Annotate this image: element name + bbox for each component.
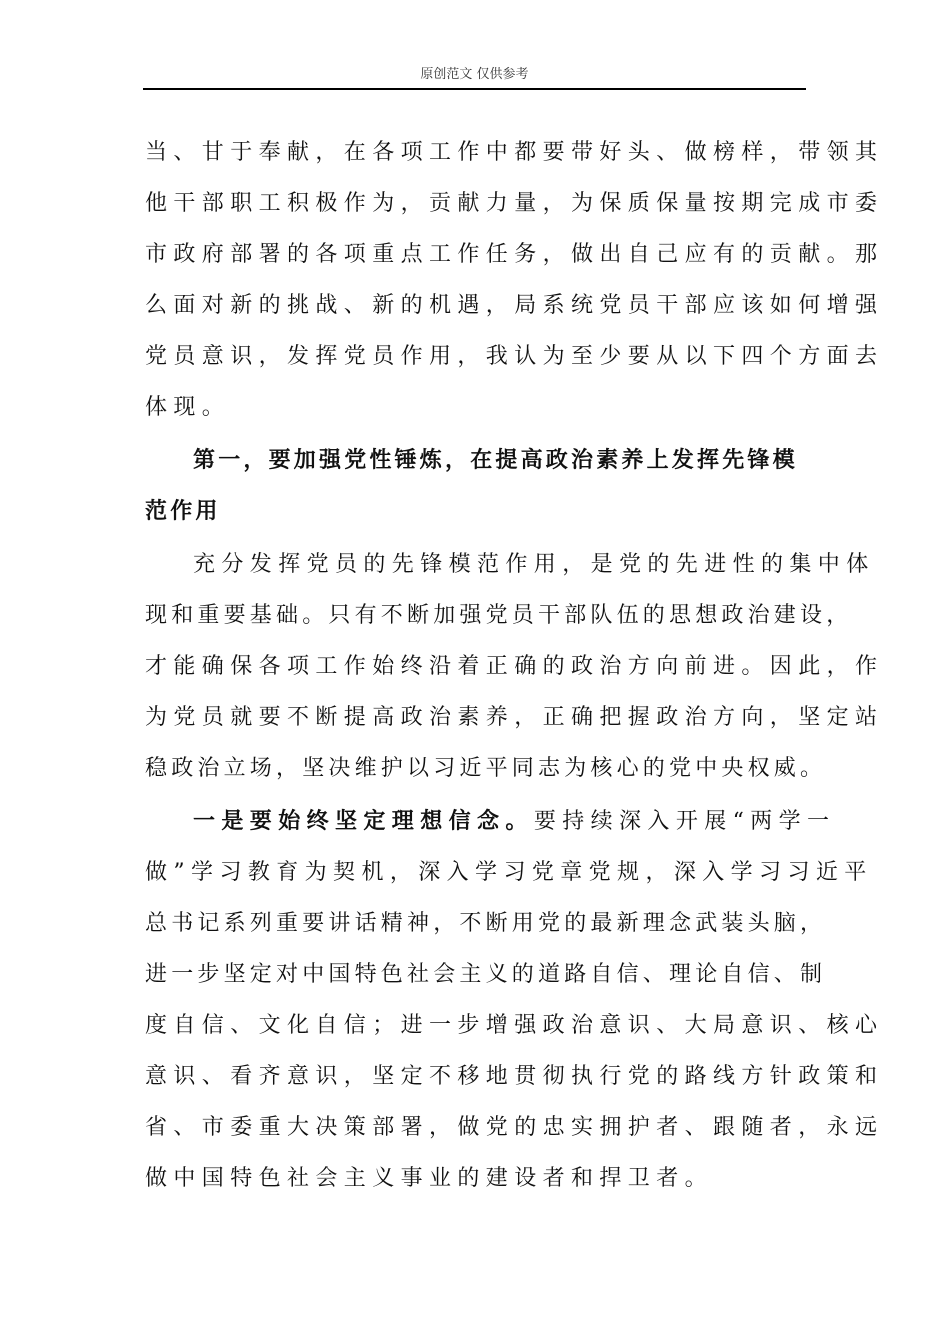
section-heading — [145, 435, 807, 537]
text-line: 党员意识，发挥党员作用，我认为至少要从以下四个方面去 — [145, 344, 884, 369]
body-paragraph — [145, 539, 884, 794]
header-text: 原创范文 仅供参考 — [420, 67, 529, 82]
text-line: 么面对新的挑战、新的机遇，局系统党员干部应该如何增强 — [145, 293, 884, 318]
text-line: 才能确保各项工作始终沿着正确的政治方向前进。因此，作 — [145, 654, 884, 679]
text-line: 做中国特色社会主义事业的建设者和捍卫者。 — [145, 1166, 714, 1191]
text-line: 充分发挥党员的先锋模范作用，是党的先进性的集中体 — [193, 552, 875, 577]
point-lead-rest: 要持续深入开展“两学一 — [533, 809, 836, 834]
text-line: 稳政治立场，坚决维护以习近平同志为核心的党中央权威。 — [145, 756, 827, 781]
point-lead: 一是要始终坚定理想信念。 — [193, 808, 534, 834]
text-line: 为党员就要不断提高政治素养，正确把握政治方向，坚定站 — [145, 705, 884, 730]
text-line: 省、市委重大决策部署，做党的忠实拥护者、跟随者，永远 — [145, 1115, 884, 1140]
text-line — [145, 796, 836, 847]
intro-paragraph — [145, 127, 884, 433]
text-line: 当、甘于奉献，在各项工作中都要带好头、做榜样，带领其 — [145, 140, 884, 165]
document-body — [145, 127, 884, 1204]
text-line: 体现。 — [145, 395, 231, 420]
point-one-paragraph — [145, 796, 884, 1204]
text-line: 他干部职工积极作为，贡献力量，为保质保量按期完成市委 — [145, 191, 884, 216]
text-line: 进一步坚定对中国特色社会主义的道路自信、理论自信、制 — [145, 962, 827, 987]
text-line: 现和重要基础。只有不断加强党员干部队伍的思想政治建设， — [145, 603, 853, 628]
page-header — [143, 64, 806, 90]
text-line: 做”学习教育为契机，深入学习党章党规，深入学习习近平 — [145, 860, 873, 885]
heading-line: 第一，要加强党性锤炼，在提高政治素养上发挥先锋模 — [193, 448, 798, 473]
text-line: 总书记系列重要讲话精神，不断用党的最新理念武装头脑， — [145, 911, 827, 936]
text-line: 市政府部署的各项重点工作任务，做出自己应有的贡献。那 — [145, 242, 884, 267]
text-line: 意识、看齐意识，坚定不移地贯彻执行党的路线方针政策和 — [145, 1064, 884, 1089]
text-line: 度自信、文化自信；进一步增强政治意识、大局意识、核心 — [145, 1013, 884, 1038]
heading-line: 范作用 — [145, 499, 221, 524]
